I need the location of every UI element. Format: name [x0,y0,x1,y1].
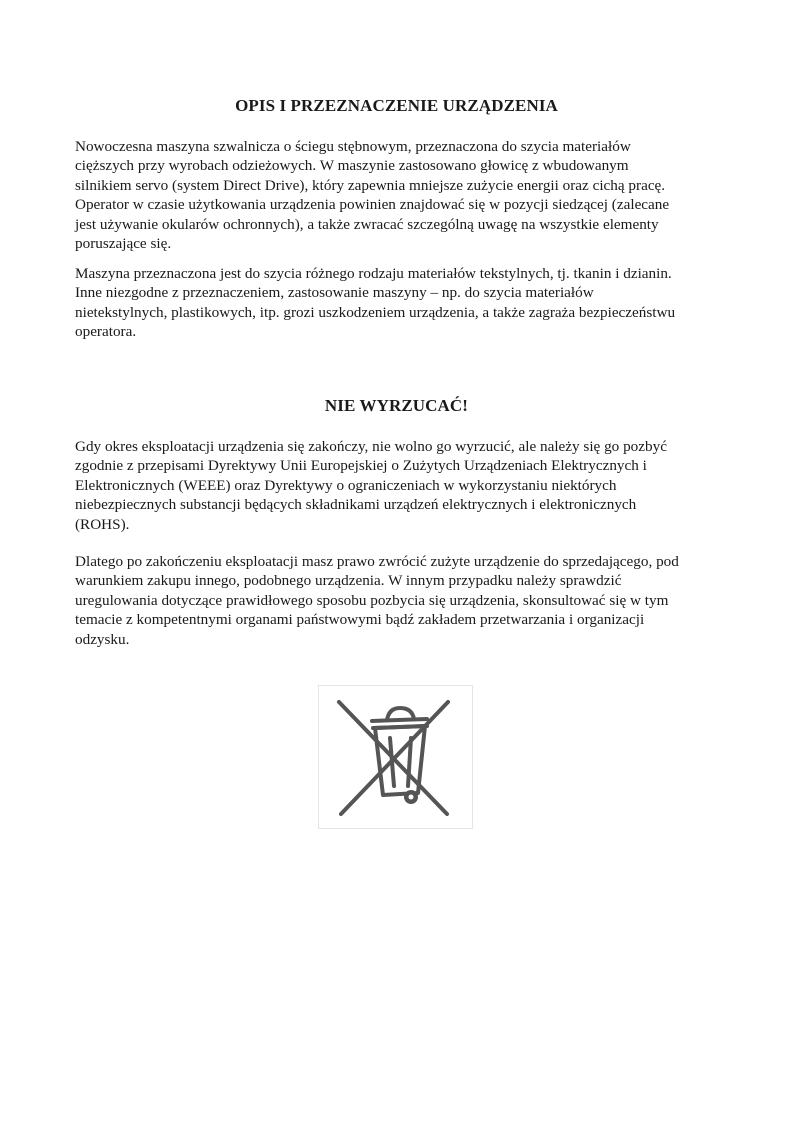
text-line: zgodnie z przepisami Dyrektywy Unii Europejskiej o Zużytych Urządzeniach Elektrycznych i [75,457,647,475]
crossed-out-wheelie-bin-icon [319,686,474,830]
text-line: odzysku. [75,630,130,648]
description-paragraph-2 [75,264,725,342]
text-line: Operator w czasie użytkowania urządzenia powinien znajdować się w pozycji siedzącej (zalecane [75,196,670,214]
text-line: cięższych przy wyrobach odzieżowych. W maszynie zastosowano głowicę z wbudowanym [75,157,629,175]
text-line: warunkiem zakupu innego, podobnego urządzenia. W innym przypadku należy sprawdzić [75,572,622,590]
text-line: Maszyna przeznaczona jest do szycia różnego rodzaju materiałów tekstylnych, tj. tkanin i dzianin. [75,265,672,282]
text-line: silnikiem servo (system Direct Drive), który zapewnia mniejsze zużycie energii oraz cichą pracę. [75,176,666,194]
text-line: nietekstylnych, plastikowych, itp. grozi uszkodzeniem urządzenia, a także zagraża bezpieczeństwu [75,303,676,321]
text-line: jest używanie okularów ochronnych), a także zwracać szczególną uwagę na wszystkie elementy [75,215,659,233]
text-line: niebezpiecznych substancji będących składnikami urządzeń elektrycznych i elektronicznych [75,496,637,514]
text-line: Nowoczesna maszyna szwalnicza o ściegu stębnowym, przeznaczona do szycia materiałów [75,138,631,155]
disposal-paragraph-1 [75,437,725,534]
text-line: uregulowania dotyczące prawidłowego sposobu pozbycia się urządzenia, skonsultować się w tym [75,591,669,609]
weee-symbol-frame [318,685,473,829]
text-line: operatora. [75,323,137,341]
text-line: (ROHS). [75,515,130,533]
text-line: Elektronicznych (WEEE) oraz Dyrektywy o ograniczeniach w wykorzystaniu niektórych [75,476,617,494]
text-line: Dlatego po zakończeniu eksploatacji masz prawo zwrócić zużyte urządzenie do sprzedającego, pod [75,553,679,570]
text-line: poruszające się. [75,235,172,253]
section-title-description: OPIS I PRZEZNACZENIE URZĄDZENIA [235,96,558,115]
text-line: Inne niezgodne z przeznaczeniem, zastosowanie maszyny – np. do szycia materiałów [75,284,594,302]
text-line: Gdy okres eksploatacji urządzenia się zakończy, nie wolno go wyrzucić, ale należy się go pozbyć [75,438,667,455]
disposal-paragraph-2 [75,552,725,649]
section-title-do-not-discard: NIE WYRZUCAĆ! [324,396,469,415]
description-paragraph-1 [75,137,725,253]
text-line: temacie z kompetentnymi organami państwowymi bądź zakładem przetwarzania i organizacji [75,611,645,629]
